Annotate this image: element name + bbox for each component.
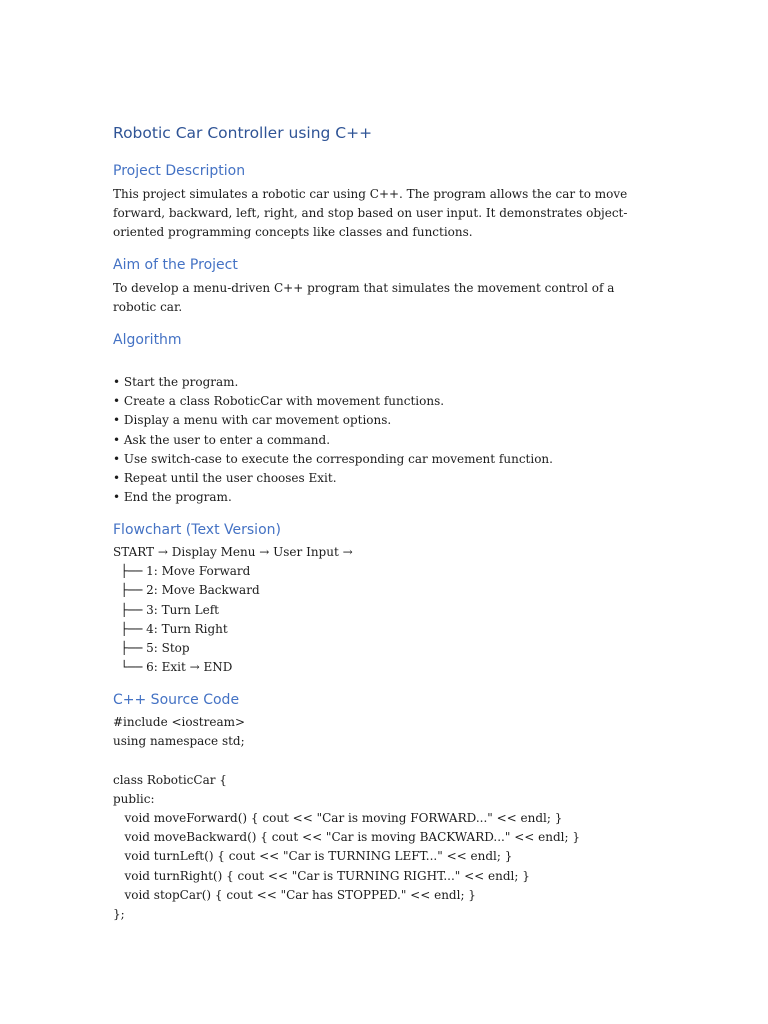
aim-text: To develop a menu-driven C++ program that simulates the movement control of a robotic car.	[113, 281, 615, 315]
code-line: void stopCar() { cout << "Car has STOPPED." << endl; }	[113, 887, 476, 902]
flowchart-line: ├── 4: Turn Right	[113, 621, 228, 636]
code-line: void turnLeft() { cout << "Car is TURNING LEFT..." << endl; }	[113, 849, 513, 864]
heading-source-code: C++ Source Code	[113, 692, 240, 708]
algorithm-step: • Create a class RoboticCar with movement functions.	[113, 394, 445, 409]
project-description-text: This project simulates a robotic car using C++. The program allows the car to move forward, backward, left, right, and stop based on user input. It demonstrates object-oriented programming concepts like classes and functions.	[113, 187, 628, 240]
flowchart-line: ├── 3: Turn Left	[113, 602, 219, 617]
document-title: Robotic Car Controller using C++	[113, 124, 373, 142]
code-line: };	[113, 906, 125, 921]
code-line	[113, 751, 580, 770]
flowchart-lines	[113, 543, 353, 677]
heading-aim: Aim of the Project	[113, 257, 238, 273]
algorithm-step: • Ask the user to enter a command.	[113, 432, 331, 447]
algorithm-step: • Repeat until the user chooses Exit.	[113, 470, 337, 485]
code-line: class RoboticCar {	[113, 772, 227, 787]
algorithm-steps	[113, 373, 553, 507]
heading-algorithm: Algorithm	[113, 332, 182, 348]
source-code-block	[113, 713, 580, 924]
code-line: void moveForward() { cout << "Car is moving FORWARD..." << endl; }	[113, 810, 563, 825]
algorithm-step: • Start the program.	[113, 375, 239, 389]
flowchart-line: └── 6: Exit → END	[113, 660, 233, 675]
heading-project-description: Project Description	[113, 163, 246, 179]
flowchart-line: ├── 1: Move Forward	[113, 564, 251, 579]
heading-flowchart: Flowchart (Text Version)	[113, 522, 281, 538]
code-line: #include <iostream>	[113, 715, 246, 729]
code-line: using namespace std;	[113, 734, 245, 749]
flowchart-line: ├── 2: Move Backward	[113, 583, 260, 598]
algorithm-step: • Display a menu with car movement options.	[113, 413, 392, 428]
flowchart-line: ├── 5: Stop	[113, 640, 190, 655]
code-line: public:	[113, 791, 155, 806]
code-line: void turnRight() { cout << "Car is TURNING RIGHT..." << endl; }	[113, 868, 530, 883]
algorithm-step: • Use switch-case to execute the corresponding car movement function.	[113, 451, 553, 466]
algorithm-step: • End the program.	[113, 490, 232, 505]
code-line: void moveBackward() { cout << "Car is moving BACKWARD..." << endl; }	[113, 830, 580, 845]
flowchart-line: START → Display Menu → User Input →	[113, 545, 353, 559]
